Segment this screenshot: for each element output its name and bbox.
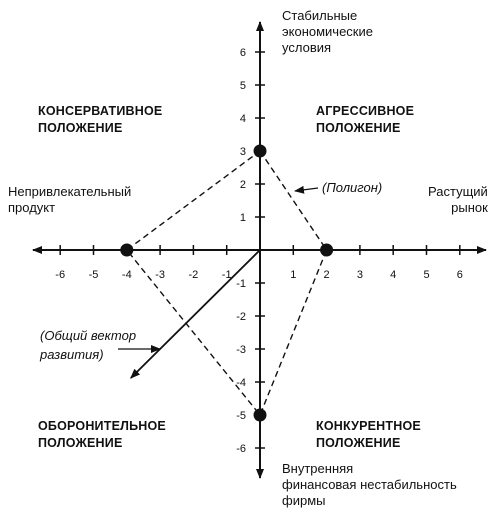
polygon-vertex bbox=[254, 409, 267, 422]
y-tick-label: 1 bbox=[239, 212, 246, 224]
polygon-vertex bbox=[320, 244, 333, 257]
polygon-pointer-arrow bbox=[295, 188, 318, 191]
polygon-annotation: (Полигон) bbox=[322, 180, 383, 195]
y-tick-label: -6 bbox=[236, 443, 246, 455]
vector-annotation: (Общий вектор развития) bbox=[40, 328, 137, 362]
x-tick-label: 3 bbox=[356, 269, 363, 281]
polygon-vertex bbox=[254, 145, 267, 158]
y-tick-label: -2 bbox=[236, 311, 246, 323]
quadrant-conservative: КОНСЕРВАТИВНОЕ ПОЛОЖЕНИЕ bbox=[38, 104, 163, 135]
x-tick-label: 5 bbox=[423, 269, 430, 281]
polygon-vertex bbox=[120, 244, 133, 257]
top-axis-label: Стабильные экономические условия bbox=[282, 8, 373, 55]
x-tick-label: -1 bbox=[221, 269, 232, 281]
y-tick-label: 6 bbox=[239, 47, 246, 59]
quadrant-competitive: КОНКУРЕНТНОЕ ПОЛОЖЕНИЕ bbox=[316, 419, 421, 450]
y-tick-label: 4 bbox=[239, 113, 246, 125]
y-tick-label: -4 bbox=[236, 377, 246, 389]
bottom-axis-label: Внутренняя финансовая нестабильность фирмы bbox=[282, 461, 457, 508]
y-tick-label: -5 bbox=[236, 410, 246, 422]
right-axis-label: Растущий рынок bbox=[428, 184, 488, 215]
x-tick-label: -3 bbox=[155, 269, 165, 281]
x-tick-label: -2 bbox=[188, 269, 199, 281]
quadrant-defensive: ОБОРОНИТЕЛЬНОЕ ПОЛОЖЕНИЕ bbox=[38, 419, 166, 450]
y-tick-label: -1 bbox=[236, 278, 246, 290]
x-tick-label: 4 bbox=[390, 269, 397, 281]
y-tick-label: 3 bbox=[239, 146, 246, 158]
y-tick-label: 5 bbox=[239, 80, 246, 92]
y-tick-label: 2 bbox=[239, 179, 246, 191]
x-tick-label: -5 bbox=[88, 269, 99, 281]
left-axis-label: Непривлекательный продукт bbox=[8, 184, 132, 215]
x-tick-label: -4 bbox=[121, 269, 132, 281]
x-tick-label: 6 bbox=[456, 269, 463, 281]
x-tick-label: -6 bbox=[55, 269, 66, 281]
x-tick-label: 1 bbox=[290, 269, 297, 281]
quadrant-aggressive: АГРЕССИВНОЕ ПОЛОЖЕНИЕ bbox=[316, 104, 415, 135]
y-tick-label: -3 bbox=[236, 344, 246, 356]
x-tick-label: 2 bbox=[323, 269, 330, 281]
